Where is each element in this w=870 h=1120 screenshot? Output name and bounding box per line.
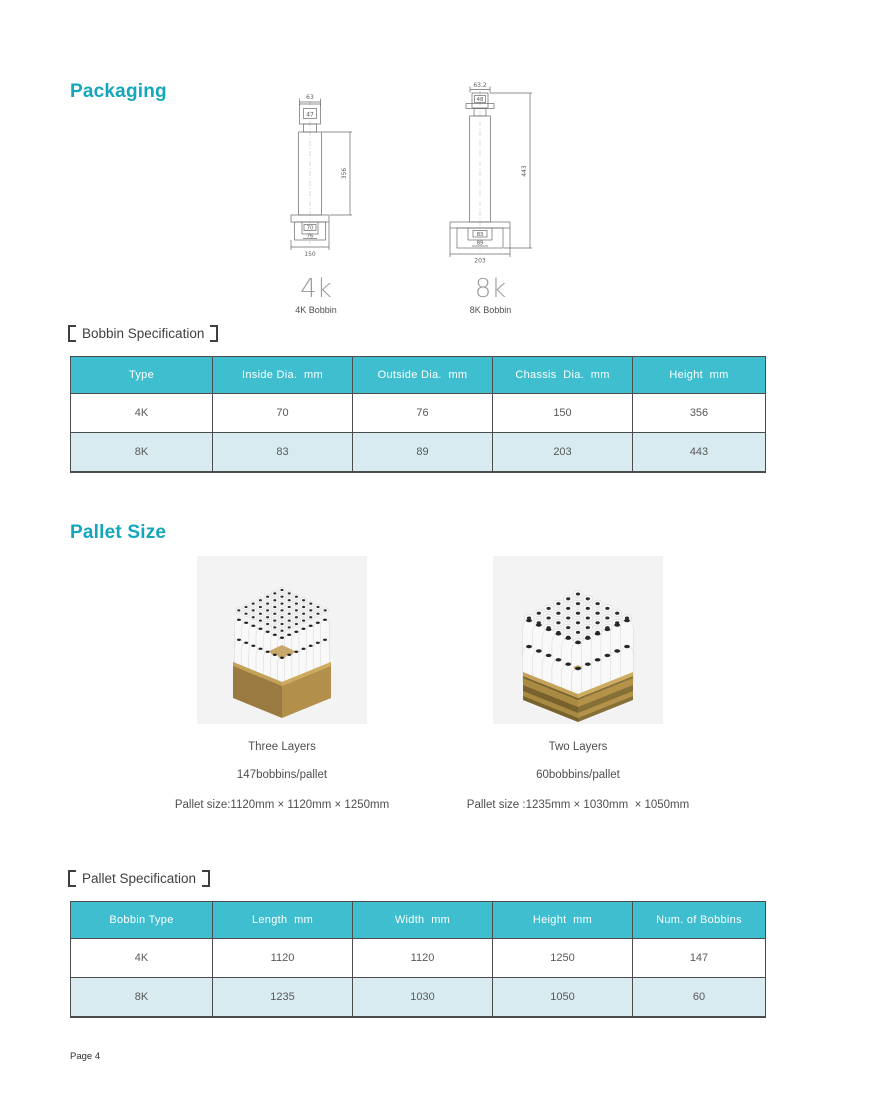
bobbin-drawing-8k [428, 80, 553, 265]
table-cell: 83 [213, 433, 353, 471]
table-cell: 1250 [493, 939, 633, 977]
bobbin-spec-heading-text: Bobbin Specification [82, 326, 205, 341]
dim-label: 47 [306, 111, 314, 119]
pallet-layers-label: Three Layers [248, 741, 316, 753]
table-row [71, 432, 765, 471]
dim-label: 203 [474, 257, 486, 265]
table-row [71, 938, 765, 977]
drawing-label-4k: 4k [300, 274, 332, 304]
header-cell: Type [71, 357, 213, 393]
table-row [71, 393, 765, 432]
bobbin-spec-heading [68, 325, 218, 342]
header-cell: Bobbin Type [71, 902, 213, 938]
table-cell: 76 [353, 394, 493, 432]
dim-label: 63 [306, 94, 314, 101]
pallet-layers-label: Two Layers [548, 741, 608, 753]
dim-label: 89 [476, 240, 484, 247]
table-cell: 1050 [493, 978, 633, 1016]
pallet-size-label: Pallet size :1235mm × 1030mm × 1050mm [466, 799, 690, 811]
table-cell: 1120 [353, 939, 493, 977]
header-cell: Width mm [353, 902, 493, 938]
dim-label: 76 [306, 233, 314, 240]
pallet-size-section-title: Pallet Size [70, 522, 167, 543]
left-bracket-icon [68, 325, 76, 342]
dim-label: 356 [341, 167, 348, 180]
table-cell: 60 [692, 991, 706, 1003]
pallet-spec-heading [68, 870, 210, 887]
pallet-spec-heading-text: Pallet Specification [82, 871, 197, 886]
table-header-row [71, 357, 765, 393]
header-cell: Length mm [213, 902, 353, 938]
table-cell: 1235 [213, 978, 353, 1016]
dim-label: 83 [476, 231, 484, 238]
bobbin-drawing-4k [260, 92, 372, 262]
left-bracket-icon [68, 870, 76, 887]
pallet-count-label: 60bobbins/pallet [536, 769, 620, 781]
table-cell: 8K [71, 978, 213, 1016]
pallet-spec-table [70, 901, 766, 1018]
table-cell: 203 [493, 433, 633, 471]
table-cell: 1030 [353, 978, 493, 1016]
dim-label: 70 [306, 225, 314, 232]
pallet-photo-three-layers [197, 556, 367, 724]
bobbin-spec-table [70, 356, 766, 473]
drawing-caption-4k: 4K Bobbin [295, 305, 337, 315]
packaging-section-title: Packaging [70, 81, 167, 102]
pallet-count-label: 147bobbins/pallet [236, 769, 328, 781]
table-cell: 1120 [213, 939, 353, 977]
dim-label: 48 [476, 97, 484, 104]
right-bracket-icon [202, 870, 210, 887]
dim-label: 63.2 [473, 82, 487, 89]
table-header-row [71, 902, 765, 938]
table-cell: 4K [71, 394, 213, 432]
table-cell: 150 [493, 394, 633, 432]
pallet-photo-two-layers [493, 556, 663, 724]
header-cell: Height mm [669, 369, 729, 381]
pallet-size-label: Pallet size:1120mm × 1120mm × 1250mm [174, 799, 390, 811]
header-cell: Chassis Dia. mm [493, 357, 633, 393]
drawing-caption-8k: 8K Bobbin [469, 305, 512, 315]
header-cell: Outside Dia. mm [353, 357, 493, 393]
table-cell: 8K [71, 433, 213, 471]
header-cell: Num. of Bobbins [656, 914, 742, 926]
right-bracket-icon [210, 325, 218, 342]
table-cell: 443 [689, 446, 709, 458]
page-number: Page 4 [70, 1051, 101, 1062]
dim-label: 443 [521, 165, 528, 177]
header-cell: Height mm [493, 902, 633, 938]
table-cell: 89 [353, 433, 493, 471]
table-cell: 70 [213, 394, 353, 432]
drawing-label-8k: 8k [474, 274, 507, 304]
table-row [71, 977, 765, 1016]
dim-label: 150 [304, 251, 316, 258]
header-cell: Inside Dia. mm [213, 357, 353, 393]
table-cell: 356 [689, 407, 709, 419]
table-cell: 4K [71, 939, 213, 977]
table-cell: 147 [689, 952, 709, 964]
